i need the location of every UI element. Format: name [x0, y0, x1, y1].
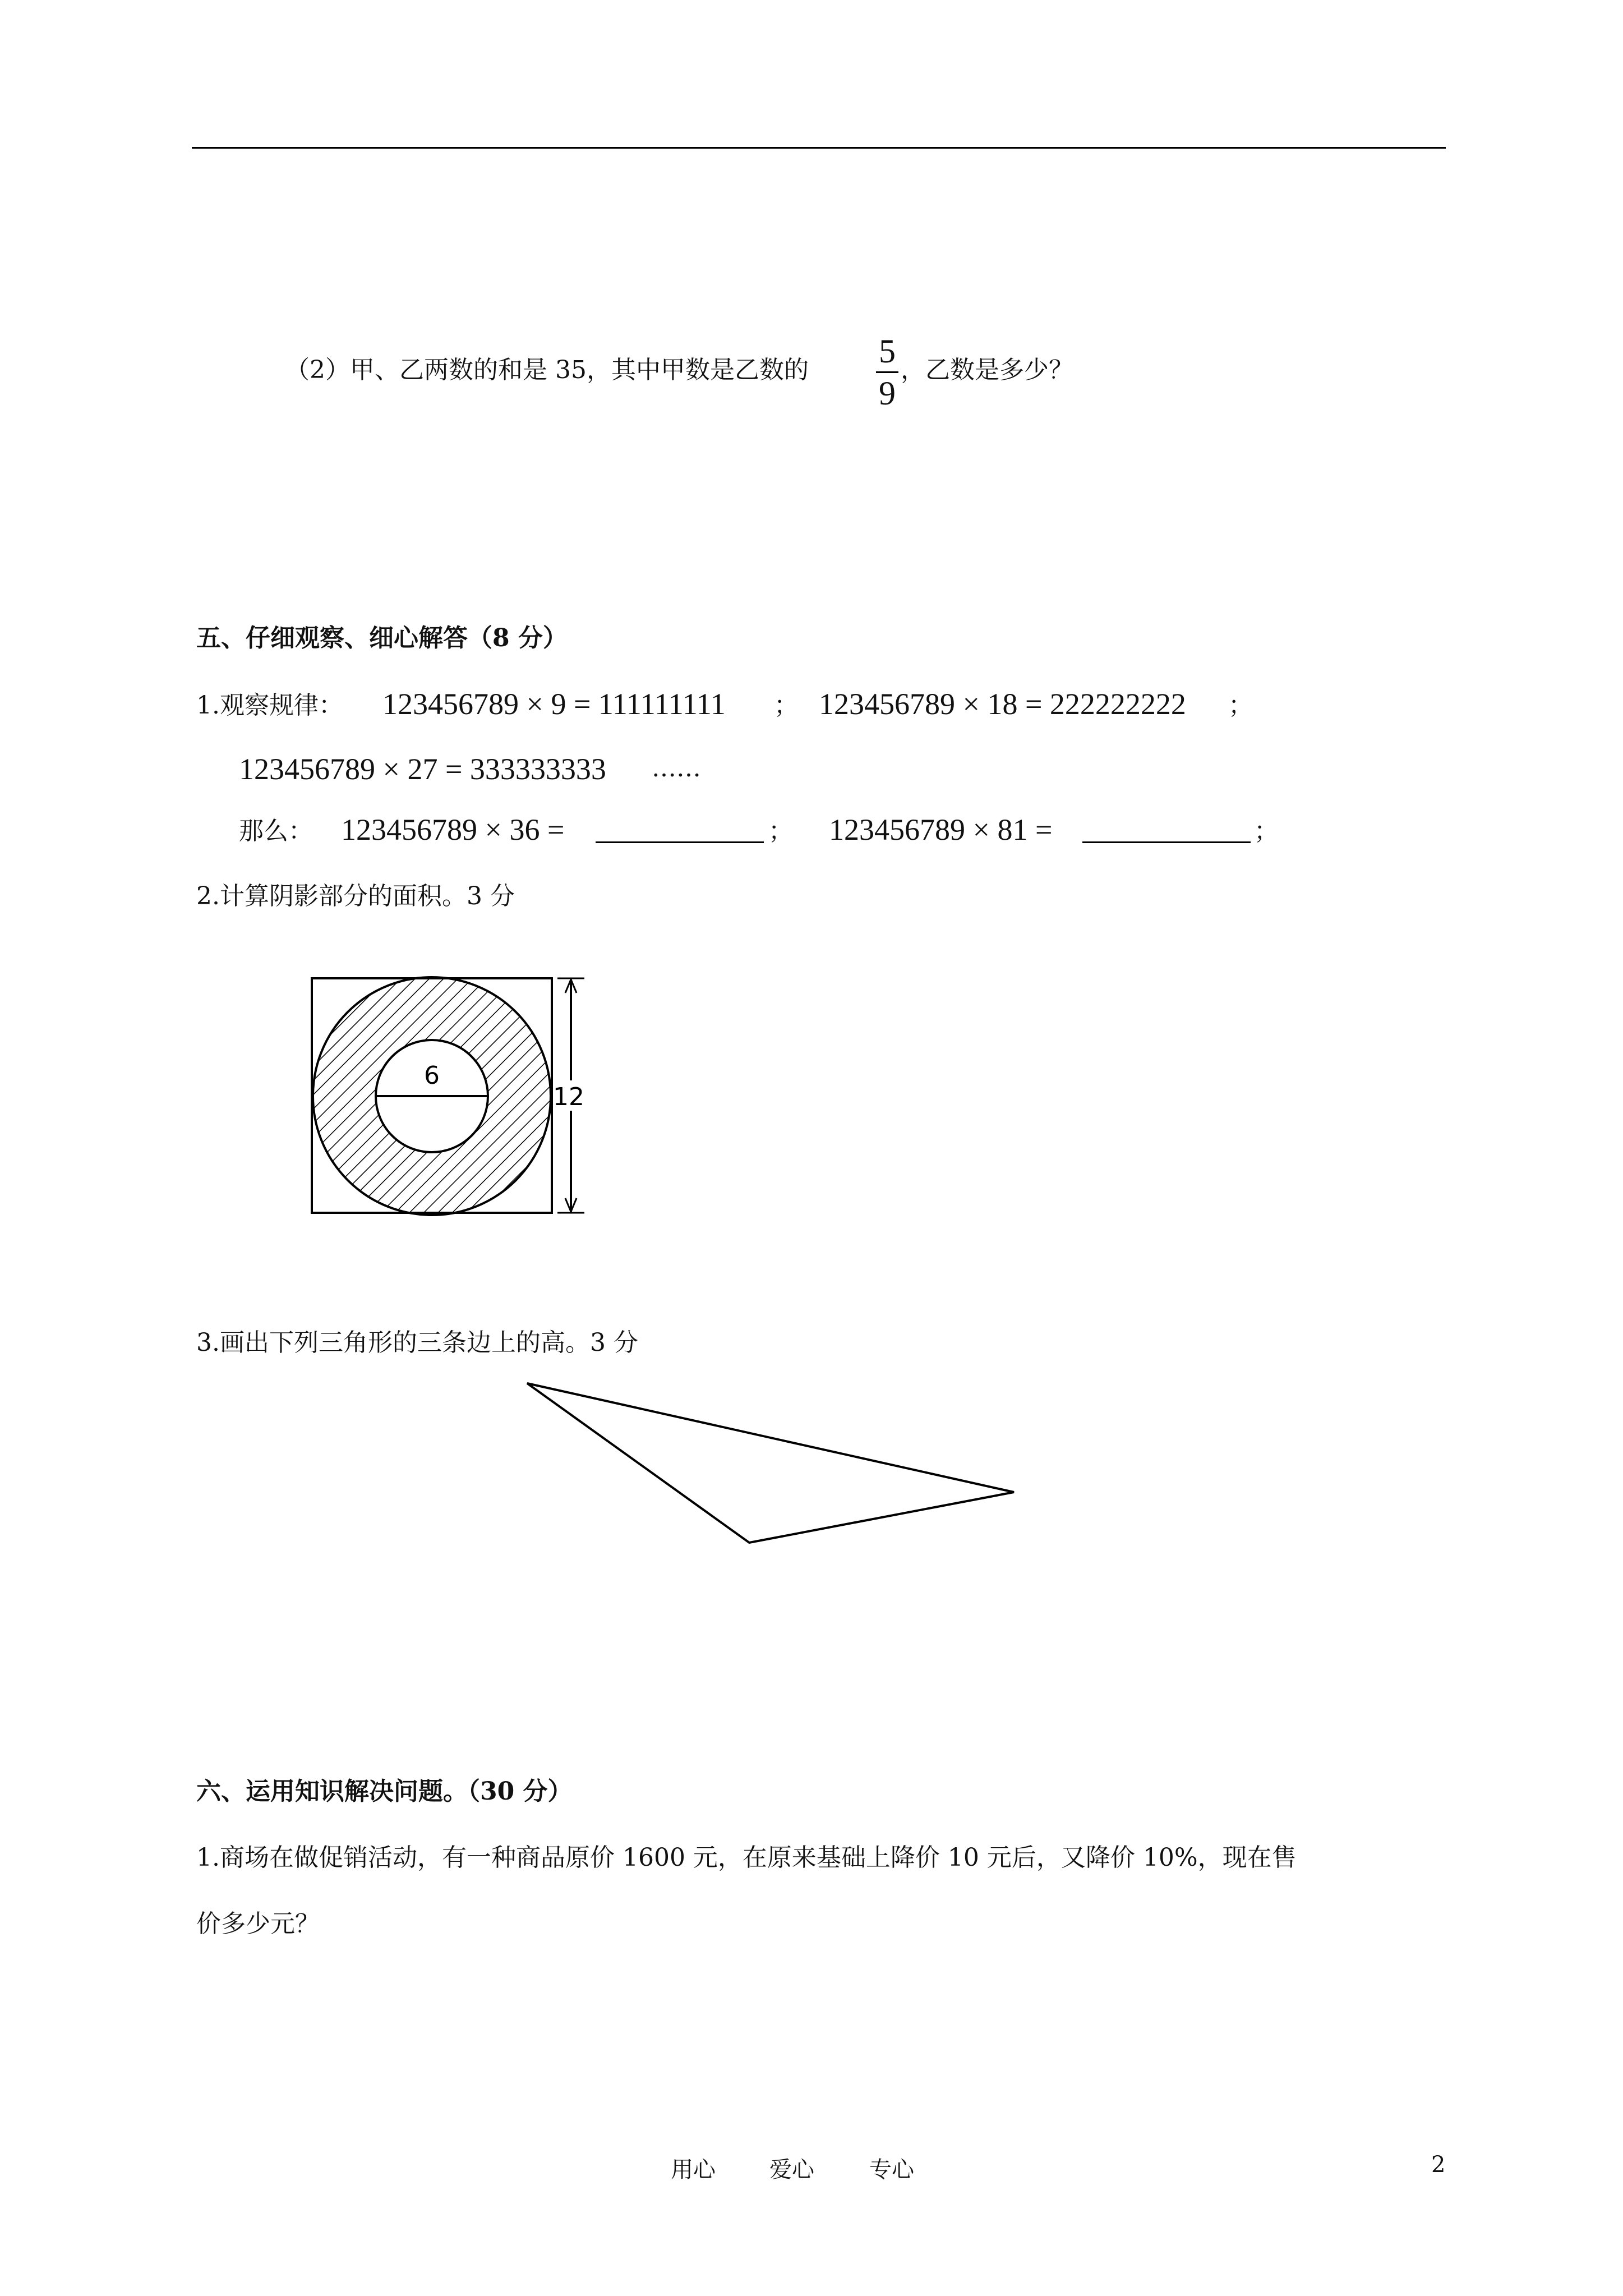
fraction — [876, 334, 898, 410]
q2-suffix: ，乙数是多少？ — [901, 356, 1073, 384]
equation-1: 123456789 × 9 = 111111111 — [382, 687, 726, 721]
observe-label: 1.观察规律： — [196, 691, 343, 720]
separator-2: ； — [1228, 691, 1253, 720]
header-rule — [192, 147, 1446, 149]
equation-5: 123456789 × 81 = — [829, 813, 1053, 846]
separator-3: ； — [768, 817, 793, 845]
fraction-bar — [876, 371, 898, 373]
equation-3: 123456789 × 27 = 333333333 — [239, 752, 606, 786]
footer-motto-2: 爱心 — [769, 2157, 814, 2183]
page-number: 2 — [1431, 2152, 1446, 2178]
q2-prefix: （2）甲、乙两数的和是 35，其中甲数是乙数的 — [285, 356, 809, 384]
equation-4: 123456789 × 36 = — [341, 813, 565, 846]
ellipsis: …… — [652, 754, 701, 783]
problem1-line2: 价多少元？ — [196, 1910, 320, 1938]
section5-heading: 五、仔细观察、细心解答（8 分） — [196, 624, 568, 652]
item2-text: 2.计算阴影部分的面积。3 分 — [196, 882, 515, 910]
fraction-numerator: 5 — [879, 333, 896, 370]
section6-heading: 六、运用知识解决问题。（30 分） — [196, 1777, 573, 1806]
equation-2: 123456789 × 18 = 222222222 — [819, 687, 1186, 721]
triangle-figure — [522, 1374, 1026, 1554]
inner-diameter-label: 6 — [424, 1061, 440, 1090]
item3-text: 3.画出下列三角形的三条边上的高。3 分 — [196, 1328, 638, 1357]
problem1-line1: 1.商场在做促销活动，有一种商品原价 1600 元，在原来基础上降价 10 元后，又降价 10%，现在售 — [196, 1843, 1297, 1872]
answer-blank-1[interactable] — [596, 817, 764, 845]
answer-blank-2[interactable] — [1082, 817, 1251, 845]
footer-motto-1: 用心 — [671, 2157, 716, 2183]
annulus-figure — [303, 976, 594, 1223]
footer-motto-3: 专心 — [869, 2157, 914, 2183]
separator-4: ； — [1254, 817, 1279, 845]
then-label: 那么： — [239, 817, 313, 845]
fraction-denominator: 9 — [879, 375, 896, 412]
triangle — [527, 1383, 1014, 1543]
side-length-label: 12 — [553, 1083, 584, 1111]
separator-1: ； — [774, 691, 799, 720]
